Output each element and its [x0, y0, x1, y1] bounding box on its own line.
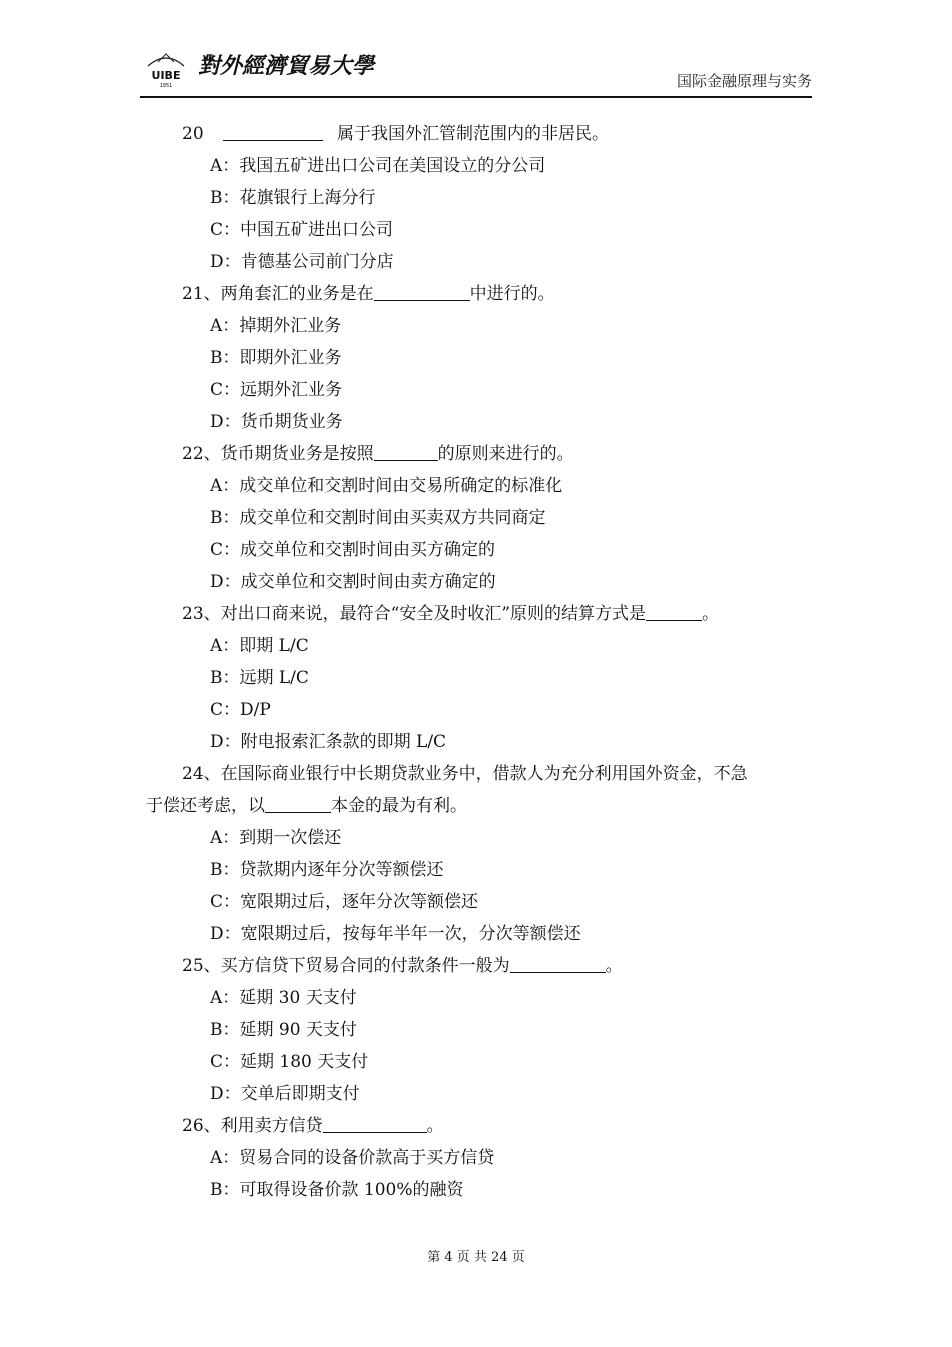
question-23 [140, 600, 812, 632]
option-23-d: D：附电报索汇条款的即期 L/C [210, 732, 447, 752]
course-title: 国际金融原理与实务 [676, 72, 812, 90]
option-20-d: D：肯德基公司前门分店 [210, 252, 394, 272]
answer-blank [323, 1114, 427, 1133]
question-24-continued [140, 792, 812, 824]
answer-blank [646, 602, 702, 621]
question-text: 货币期货业务是按照 [220, 444, 374, 464]
option-21-a: A：掉期外汇业务 [210, 316, 342, 336]
question-text: 。 [702, 604, 720, 624]
page-footer: 第 4 页 共 24 页 [427, 1250, 525, 1265]
page-header [140, 38, 812, 98]
option-24-a: A：到期一次偿还 [210, 828, 342, 848]
question-number: 25、 [182, 956, 221, 976]
question-text: 中进行的。 [469, 284, 555, 304]
question-text: 两角套汇的业务是在 [220, 284, 374, 304]
university-logo [144, 48, 188, 88]
question-26 [140, 1112, 812, 1144]
question-number: 24、 [182, 764, 221, 784]
answer-blank [510, 954, 606, 973]
question-text: 。 [426, 1116, 444, 1136]
question-text: 在国际商业银行中长期贷款业务中，借款人为充分利用国外资金，不急 [220, 764, 748, 784]
option-24-d: D：宽限期过后，按每年半年一次，分次等额偿还 [210, 924, 581, 944]
option-21-d: D：货币期货业务 [210, 412, 343, 432]
question-number: 20 [182, 124, 204, 144]
option-20-a: A：我国五矿进出口公司在美国设立的分公司 [210, 156, 546, 176]
question-number: 23、 [182, 604, 221, 624]
question-text: 本金的最为有利。 [331, 796, 467, 816]
question-list [140, 120, 812, 1208]
question-number: 22、 [182, 444, 221, 464]
question-text: 。 [605, 956, 623, 976]
logo-year: 1951 [159, 83, 173, 88]
option-25-d: D：交单后即期支付 [210, 1084, 360, 1104]
option-25-b: B：延期 90 天支付 [210, 1020, 357, 1040]
answer-blank [223, 122, 323, 141]
answer-blank [265, 794, 331, 813]
option-22-a: A：成交单位和交割时间由交易所确定的标准化 [210, 476, 563, 496]
question-20 [140, 120, 812, 152]
option-23-c: C：D/P [210, 700, 271, 720]
option-23-b: B：远期 L/C [210, 668, 309, 688]
option-22-b: B：成交单位和交割时间由买卖双方共同商定 [210, 508, 546, 528]
question-text: 对出口商来说，最符合“安全及时收汇”原则的结算方式是 [220, 604, 647, 624]
option-20-b: B：花旗银行上海分行 [210, 188, 376, 208]
question-text: 的原则来进行的。 [437, 444, 574, 464]
question-21 [140, 280, 812, 312]
option-23-a: A：即期 L/C [210, 636, 309, 656]
option-24-b: B：贷款期内逐年分次等额偿还 [210, 860, 444, 880]
answer-blank [374, 442, 438, 461]
answer-blank [374, 282, 470, 301]
option-21-b: B：即期外汇业务 [210, 348, 342, 368]
university-name: 對外經濟貿易大學 [198, 53, 375, 79]
option-26-a: A：贸易合同的设备价款高于买方信贷 [210, 1148, 495, 1168]
option-24-c: C：宽限期过后，逐年分次等额偿还 [210, 892, 479, 912]
question-24 [140, 760, 812, 792]
option-20-c: C：中国五矿进出口公司 [210, 220, 394, 240]
header-rule [140, 96, 812, 98]
option-21-c: C：远期外汇业务 [210, 380, 343, 400]
question-text: 属于我国外汇管制范围内的非居民。 [337, 124, 610, 144]
option-26-b: B：可取得设备价款 100%的融资 [210, 1180, 464, 1200]
option-25-a: A：延期 30 天支付 [210, 988, 357, 1008]
option-25-c: C：延期 180 天支付 [210, 1052, 369, 1072]
question-number: 21、 [182, 284, 221, 304]
question-number: 26、 [182, 1116, 221, 1136]
question-text: 买方信贷下贸易合同的付款条件一般为 [220, 956, 510, 976]
question-22 [140, 440, 812, 472]
university-name-script [196, 48, 396, 82]
question-25 [140, 952, 812, 984]
question-text: 于偿还考虑，以 [146, 796, 265, 816]
question-text: 利用卖方信贷 [220, 1116, 323, 1136]
logo-text: UIBE [151, 69, 181, 82]
option-22-d: D：成交单位和交割时间由卖方确定的 [210, 572, 496, 592]
option-22-c: C：成交单位和交割时间由买方确定的 [210, 540, 496, 560]
